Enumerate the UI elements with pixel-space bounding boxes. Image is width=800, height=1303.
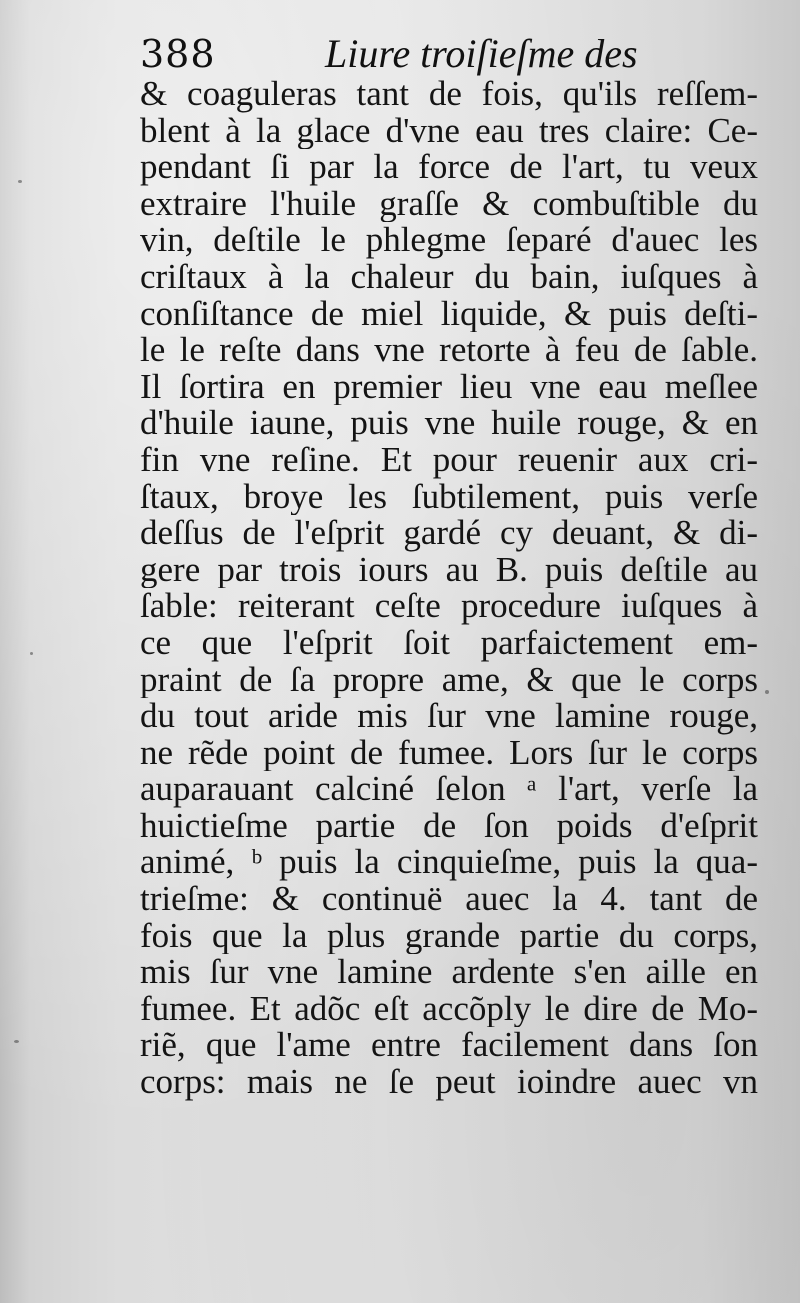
- text-line: ſable: reiterant ceſte procedure iuſques à: [140, 588, 758, 625]
- text-line: du tout aride mis ſur vne lamine rouge,: [140, 698, 758, 735]
- text-line: d'huile iaune, puis vne huile rouge, & en: [140, 405, 758, 442]
- text-line: animé, ᵇ puis la cinquieſme, puis la qua-: [140, 844, 758, 882]
- page-number: 388: [140, 32, 216, 76]
- body-text: [140, 76, 758, 1186]
- text-line: trieſme: & continuë auec la 4. tant de: [140, 881, 758, 918]
- text-line: riẽ, que l'ame entre facilement dans ſon: [140, 1027, 758, 1065]
- text-line: auparauant calciné ſelon ᵃ l'art, verſe la: [140, 771, 758, 808]
- running-head: Liure troiſieſme des: [325, 31, 638, 76]
- text-line: pendant ſi par la force de l'art, tu veux: [140, 149, 758, 186]
- paper-speck: [30, 652, 33, 655]
- text-line: mis ſur vne lamine ardente s'en aille en: [140, 954, 758, 991]
- text-line: Il ſortira en premier lieu vne eau meſlee: [140, 368, 758, 406]
- paper-speck: [765, 690, 769, 694]
- text-line: ſtaux, broye les ſubtilement, puis verſe: [140, 478, 758, 516]
- text-line: & coaguleras tant de fois, qu'ils reſſem-: [140, 76, 758, 113]
- page-header: [140, 24, 660, 84]
- text-line: extraire l'huile graſſe & combuſtible du: [140, 185, 758, 223]
- text-line: criſtaux à la chaleur du bain, iuſques à: [140, 258, 758, 296]
- text-line: gere par trois iours au B. puis deſtile au: [140, 551, 758, 589]
- text-line: vin, deſtile le phlegme ſeparé d'auec les: [140, 222, 758, 259]
- text-line: ne rẽde point de fumee. Lors ſur le corps: [140, 734, 758, 772]
- text-line: fumee. Et adõc eſt accõply le dire de Mo-: [140, 990, 758, 1028]
- text-line: praint de ſa propre ame, & que le corps: [140, 661, 758, 699]
- text-line: deſſus de l'eſprit gardé cy deuant, & di-: [140, 515, 758, 552]
- paper-speck: [14, 1040, 19, 1043]
- text-line: corps: mais ne ſe peut ioindre auec vn: [140, 1064, 758, 1101]
- text-line: blent à la glace d'vne eau tres claire: Ce-: [140, 112, 758, 150]
- text-line: fin vne reſine. Et pour reuenir aux cri-: [140, 441, 758, 479]
- text-line: huictieſme partie de ſon poids d'eſprit: [140, 807, 758, 845]
- text-line: le le reſte dans vne retorte à feu de ſable.: [140, 332, 758, 369]
- text-line: fois que la plus grande partie du corps,: [140, 917, 758, 955]
- text-line: ce que l'eſprit ſoit parfaictement em-: [140, 624, 758, 662]
- paper-speck: [18, 180, 22, 183]
- text-line: conſiſtance de miel liquide, & puis deſti-: [140, 295, 758, 333]
